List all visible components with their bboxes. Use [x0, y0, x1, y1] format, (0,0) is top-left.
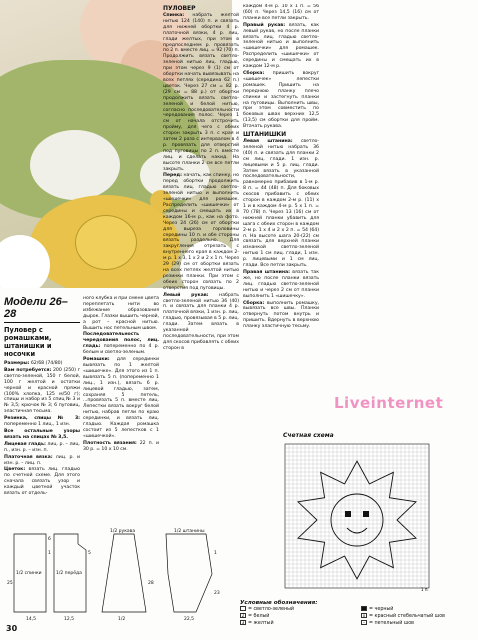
col4-para: каждом 4-м р. 10 х 1 п. = 56 (60) п. Через 14,5 (16) см от планки все петли закрыть. [243, 4, 319, 21]
column-3 [163, 4, 239, 432]
legend [240, 600, 476, 627]
page-number: 30 [6, 624, 18, 633]
schematic-dim: 12,5 [64, 617, 75, 622]
legend-swatch [240, 606, 246, 611]
schematic-dim: 5 [88, 551, 91, 556]
col4-para: Сборка: пришить вокруг «шишечек» лепестки ромашек. Пришить на переднюю планку плечо спинки и застегнуть планки на пуговицы. Выполнить швы, при этом совместить по боковых швах верхних 12,5 (13,5) см обортки для пройм. Втачать рукава. [243, 70, 319, 130]
col4-para: Сборка: выполнить ромашку, вывязать все швы. Планки отвернуть потом внутрь и пришить. Вдернуть в верхнюю планку эластичную тесьму. [243, 300, 319, 330]
col4-para: Правый рукав: вязать, как левый рукав, но после планки вязать лиц. гладью светло-зеленой нитью и выполнить «шишечки» для ромашек. Распределить «шишечки» от середины и смещать их в каждом 12-м р. [243, 22, 319, 70]
pattern-schematics [6, 524, 236, 624]
legend-item: – = петельный шов [363, 620, 414, 626]
col3-para: Левый рукав: набрать светло-зеленой нитью 36 (40) п. и связать для планки 4 р. платочной вязки, 1 изн. р. лиц. гладью, провязывая в 5 р. лиц. глади. Затем вязать в указанной последовательности, при этом для скосов прибавлять с обеих сторон в [163, 292, 239, 351]
col1-para: Цветок: вязать лиц. гладью по счетной схеме. Для этого сначала связать узор и каждый цветной участок вязать от отдель- [4, 467, 80, 497]
legend-item: х = красный стебельчатый шов [362, 613, 445, 619]
legend-item: = черный [361, 606, 476, 613]
schematic-dim: 23 [214, 591, 220, 596]
schematic-dim: 6 [48, 537, 51, 542]
schematic-dim: 1 [48, 551, 51, 556]
column-2 [83, 296, 159, 454]
legend-item: = светло-зеленый [240, 606, 355, 613]
model-header [4, 296, 80, 498]
col3-para: Перед: начать, как спинку, но перед обортки продолжить вязать лиц. гладью светло-зеленой нитью и выполнить «шишечки» для ромашек. Распределить «шишечки» от середины и смещать их в каждом 16-м р., как на фото. Через 24 (26) см от обортки для выреза горловины середины 10 п. и обе стороны вязать раздельно. Для закругления отрезать с внутреннего края в каждом 2-м р. 1 х 3, 1 х 2 и 2 х 1 п. Через 29 (29) см от обортки вязать на всех петлях желтой нитью резинки планки. При этом с обеих сторон связать по 2 отверстия под пуговицы. [163, 173, 239, 291]
legend-swatch: 3 [241, 620, 245, 625]
col4-para: Левая штанина: светло-зеленой нитью набрать 36 (40) п. и связать для планки 2 см лиц. глади. 1 изн. р. лицевыми и 5 р. лиц. глади. Затем вязать в указанной последовательности, равномерно прибавив в 1-м р. 8 п. = 44 (48) п. Для боковых скосов прибавить с обеих сторон в каждом 2-м р. (11) х 1 и в каждом 4-м р. 5 х 1 п. = 70 (78) п. Через 13 (16) см от нижней планки убавить для шага с обеих сторон в каждом 2-м р. 1 х 4 и 2 х 2 п. = 54 (64) п. На высоте шага 20-(22) см связать для верхней планки изнанкой светло-зеленой нитью 1 см лиц. глади, 1 изн. р. лицевыми и 1 см лиц. глади. Все петли закрыть. [243, 139, 319, 269]
chart-eye [363, 511, 369, 517]
legend-swatch [361, 606, 367, 611]
chart-title: Счетная схема [283, 432, 334, 439]
chart-eye [345, 511, 351, 517]
schematic-sleeve [102, 534, 146, 612]
col1-para: Платочная вязка: лиц. р. и изн. р. – лиц. п. [4, 454, 80, 466]
schematic-label-sleeve: 1/2 рукава [110, 529, 136, 534]
legend-swatch: х [362, 613, 366, 618]
schematic-dim: 28 [148, 581, 154, 586]
column-4 [243, 4, 319, 404]
schematic-dim: 1/2 [118, 617, 126, 622]
watermark: Liveinternet [334, 394, 444, 412]
col2-para: ного клубка и при смене цвета переплетать нити во избежание образования дырок. Глазки вышить черной, а рот – красной нитью. Вышить нос петельным швом. [83, 296, 159, 331]
col1-para: Все остальные узоры вязать на спицах № 3,5. [4, 428, 80, 440]
title-rule [4, 322, 80, 323]
section-heading-trousers: ШТАНИШКИ [243, 131, 287, 139]
col2-para: Ромашки: для серединки вывязать по 1 желтой «шишечке». Для этого из 1 п. вывязать 5 п. (попеременно 1 лиц., 1 изн.), вязать 6 р. лицевой гладью, затем, сохраняя 5 петель, ...провязать 5 п. вместе лиц. Лепестки вязать вокруг белой нитью, набрав петли по краю серединки, и вязать лиц. гладью. Каждая ромашка состоит из 5 лепестков с 1 «шишечкой». [83, 357, 159, 439]
sunflower-face [75, 215, 137, 270]
schematic-label-front: 1/2 перёда [56, 571, 82, 576]
col2-para: Плотность вязания: 22 п. и 30 р. = 10 х 10 см. [83, 440, 159, 452]
schematic-dim: 1 [214, 551, 217, 556]
legend-item: 2 = белый [241, 613, 270, 619]
col2-para: Последовательность чередования полос, лиц. гладь: попеременно по 4 р. белым и светло-зеленым. [83, 332, 159, 356]
schematic-dim: 14,5 [26, 617, 37, 622]
sweater-stripe-white [30, 130, 120, 200]
col1-para: Резинка, спицы № 3: попеременно 1 лиц., 1 изн. [4, 416, 80, 428]
section-heading-pullover: ПУЛОВЕР [163, 5, 196, 12]
legend-title: Условные обозначения: [240, 600, 318, 606]
model-title: Модели 26–28 [4, 296, 68, 320]
col3-para: Спинка: набрать желтой нитью 124 (140) п. и связать для нижней обортки 4 р. платочной вязки, 4 р. лиц. глади желтых, при этом в предпоследнем р. провязать по 2 п. вместе лиц. = 92 (70) п. Продолжить вязать светло-зеленой нитью лиц. гладью, при этом через 9 (1) см от обортки начать вывязывать на всех петлях (середина 62 п.) цветок. Через 27 см = 82 р. (29 см = 88 р.) от обортки продолжить вязать светло-зеленой и белой нитью, согласно последовательности чередования полос. Через 1 см от начала отстрочить пройму, для чего с обеих сторон закрыть 3 п. с края и затем 2 раза с интервалом в 4 р. провязать для отверстий под пуговицы по 2 п. вместе лиц. и сделать накид. На высоте планки 2 см все петли закрыть. [163, 13, 239, 172]
legend-items [240, 606, 476, 627]
col1-para: Размеры: 62/68 (74/80) [4, 361, 63, 366]
schematic-trousers [166, 534, 212, 612]
schematic-label-back: 1/2 спинки [16, 571, 42, 576]
col1-para: Вам потребуется: 200 (250) г светло-зеленой, 150 г белой, 100 г желтой и остатки черной и красной пряжи (100% хлопка, 125 м/50 г); спицы и набор из 5 спиц № 3 и № 3,5; крючок № 3; 6 пуговиц, эластичная тесьма. [4, 367, 80, 415]
chart-grid [285, 444, 429, 588]
chart-mark-1p: 1 п. [421, 587, 429, 592]
legend-swatch: – [363, 620, 365, 625]
schematic-label-trousers: 1/2 штанины [174, 529, 205, 534]
knitting-chart [283, 442, 431, 594]
col1-para: Лицевая гладь: лиц. р. – лиц. п., изн. р. – изн. п. [4, 441, 80, 453]
col4-para: Правая штанина: вязать так же, но после планки вязать лиц. гладью светло-зеленой нитью и через 2 см от планки выполнить 1 «шишечку». [243, 269, 319, 299]
schematic-dim: 22,5 [184, 617, 195, 622]
schematic-dim: 25 [7, 581, 13, 586]
column-1 [4, 361, 80, 497]
model-subtitle: Пуловер с ромашками, штанишки и носочки [4, 326, 52, 358]
legend-swatch: 2 [241, 613, 245, 618]
legend-item: 3 = желтый [241, 620, 274, 626]
